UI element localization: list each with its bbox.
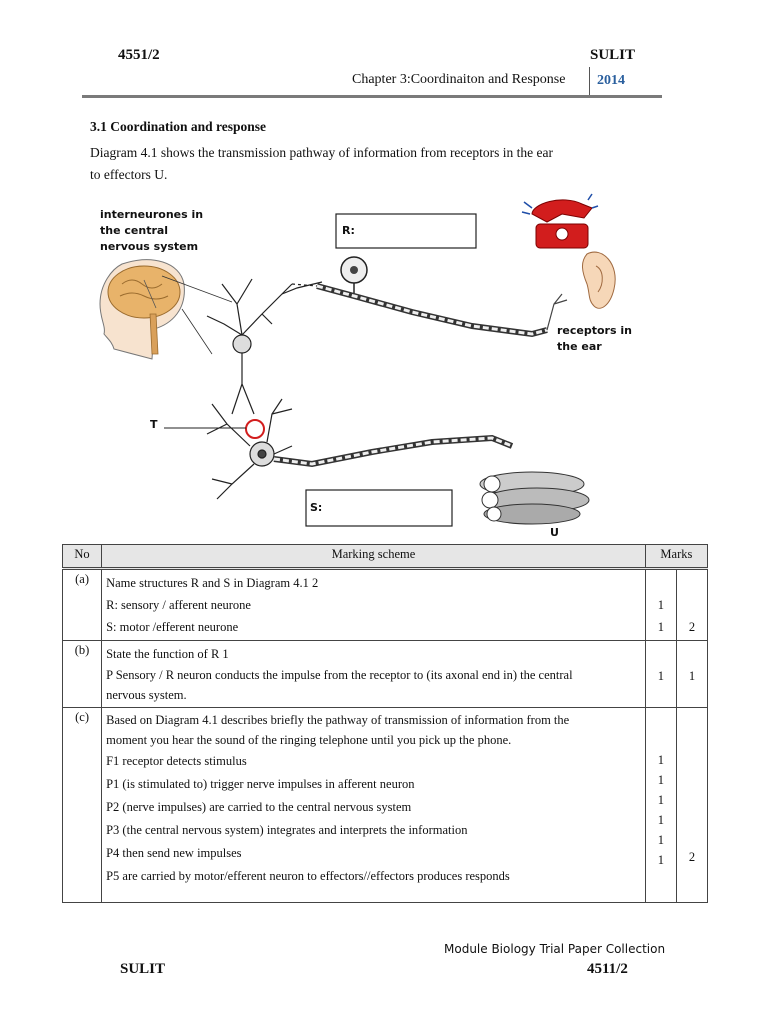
muscle-bundle-icon: [480, 472, 589, 524]
table-header-row: [63, 545, 708, 569]
section-title: 3.1 Coordination and response: [90, 119, 267, 134]
row-scheme: [102, 641, 646, 708]
mark-value: 1: [657, 793, 664, 807]
table-row: [63, 569, 708, 641]
mark-value: 1: [657, 669, 664, 683]
row-no: (a): [63, 569, 102, 641]
footer-code: 4511/2: [587, 961, 628, 977]
scheme-line: S: motor /efferent neurone: [106, 620, 239, 634]
header-divider: [589, 67, 590, 97]
s-label-box: [306, 490, 452, 526]
header-scheme: Marking scheme: [102, 545, 646, 569]
sulit-label: SULIT: [590, 47, 636, 63]
row-total: 2: [676, 708, 707, 903]
scheme-line: P3 (the central nervous system) integrates and interprets the information: [106, 823, 468, 837]
scheme-line: P4 then send new impulses: [106, 846, 242, 860]
mark-value: 1: [657, 753, 664, 767]
intro-line-2: to effectors U.: [90, 167, 168, 182]
u-label: U: [550, 526, 559, 539]
sensory-neurone: [292, 257, 547, 334]
scheme-line: moment you hear the sound of the ringing telephone until you pick up the phone.: [106, 733, 512, 747]
row-no: (c): [63, 708, 102, 903]
intro-line-1: Diagram 4.1 shows the transmission pathway of information from receptors in the ear: [90, 145, 554, 160]
mark-value: 1: [657, 620, 664, 634]
chapter-title: Chapter 3:Coordinaiton and Response: [352, 72, 566, 87]
footer-sulit: SULIT: [120, 961, 166, 977]
scheme-line: Name structures R and S in Diagram 4.1 2: [106, 576, 319, 590]
receptors-label-line-2: the ear: [557, 340, 602, 353]
interneurones-label-line-1: interneurones in: [100, 208, 204, 221]
mark-value: 1: [657, 598, 664, 612]
neuron-pathway-diagram: [92, 184, 632, 539]
header-marks: Marks: [645, 545, 707, 569]
mark-value: 1: [657, 773, 664, 787]
section-intro: [90, 142, 610, 186]
year-label: 2014: [597, 73, 625, 88]
row-marks: [645, 708, 676, 903]
mark-value: 1: [657, 813, 664, 827]
row-no: (b): [63, 641, 102, 708]
row-marks: [645, 569, 676, 641]
table-row: [63, 708, 708, 903]
s-label: S:: [310, 501, 323, 514]
scheme-line: Based on Diagram 4.1 describes briefly the pathway of transmission of information from the: [106, 713, 570, 727]
scheme-line: P1 (is stimulated to) trigger nerve impulses in afferent neuron: [106, 777, 415, 791]
synapse-marker: [246, 420, 264, 438]
motor-neurone: [207, 399, 512, 499]
ear-icon: [547, 252, 615, 330]
scheme-line: R: sensory / afferent neurone: [106, 598, 251, 612]
scheme-line: P Sensory / R neuron conducts the impulse from the receptor to (its axonal end in) the central: [106, 668, 573, 682]
row-total: 1: [676, 641, 707, 708]
row-scheme: [102, 708, 646, 903]
mark-value: 1: [657, 833, 664, 847]
header-rule: [82, 95, 662, 98]
scheme-line: nervous system.: [106, 688, 187, 702]
mark-value: 1: [657, 853, 664, 867]
row-total: 2: [676, 569, 707, 641]
scheme-line: P2 (nerve impulses) are carried to the central nervous system: [106, 800, 412, 814]
interneurones-label-line-3: nervous system: [100, 240, 199, 253]
paper-code: 4551/2: [118, 47, 160, 63]
receptors-label-line-1: receptors in: [557, 324, 632, 337]
scheme-line: F1 receptor detects stimulus: [106, 754, 247, 768]
telephone-icon: [522, 194, 598, 248]
r-label-box: [336, 214, 476, 248]
marking-scheme-table: [62, 544, 708, 903]
scheme-line: P5 are carried by motor/efferent neuron to effectors//effectors produces responds: [106, 869, 510, 883]
scheme-line: State the function of R 1: [106, 647, 229, 661]
r-label: R:: [342, 224, 355, 237]
head-brain-illustration: [100, 260, 184, 359]
row-scheme: [102, 569, 646, 641]
t-label: T: [150, 418, 158, 431]
header-no: No: [63, 545, 102, 569]
table-row: [63, 641, 708, 708]
row-marks: [645, 641, 676, 708]
module-footer: Module Biology Trial Paper Collection: [444, 942, 666, 956]
interneurones-label-line-2: the central: [100, 224, 169, 237]
